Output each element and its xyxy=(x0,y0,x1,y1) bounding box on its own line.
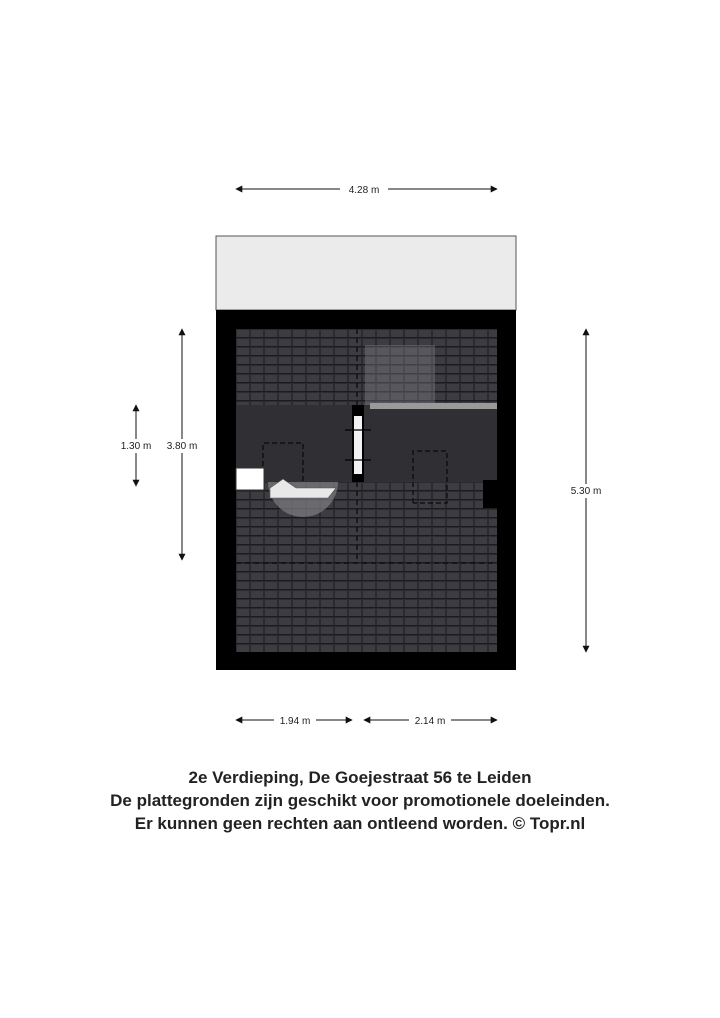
skylight-glow xyxy=(365,345,435,405)
dim-label-bottom-right: 2.14 m xyxy=(414,716,446,727)
caption-title: 2e Verdieping, De Goejestraat 56 te Leiden xyxy=(188,768,532,787)
balcony-area xyxy=(216,236,516,310)
caption-disclaimer-2: Er kunnen geen rechten aan ontleend worden. © Topr.nl xyxy=(134,814,586,833)
dim-label-top-width: 4.28 m xyxy=(348,185,380,196)
light-ledge xyxy=(370,403,497,409)
roof-tiles-bottom xyxy=(236,482,497,652)
caption-disclaimer-1: De plattegronden zijn geschikt voor promotionele doeleinden. xyxy=(110,791,610,810)
bed xyxy=(236,468,264,490)
dim-label-left-inner: 1.30 m xyxy=(120,441,152,452)
dim-label-left-outer: 3.80 m xyxy=(166,441,198,452)
dim-label-right-height: 5.30 m xyxy=(570,486,602,497)
chimney-block xyxy=(483,480,503,508)
window-glass xyxy=(354,416,362,474)
dim-label-bottom-left: 1.94 m xyxy=(279,716,311,727)
